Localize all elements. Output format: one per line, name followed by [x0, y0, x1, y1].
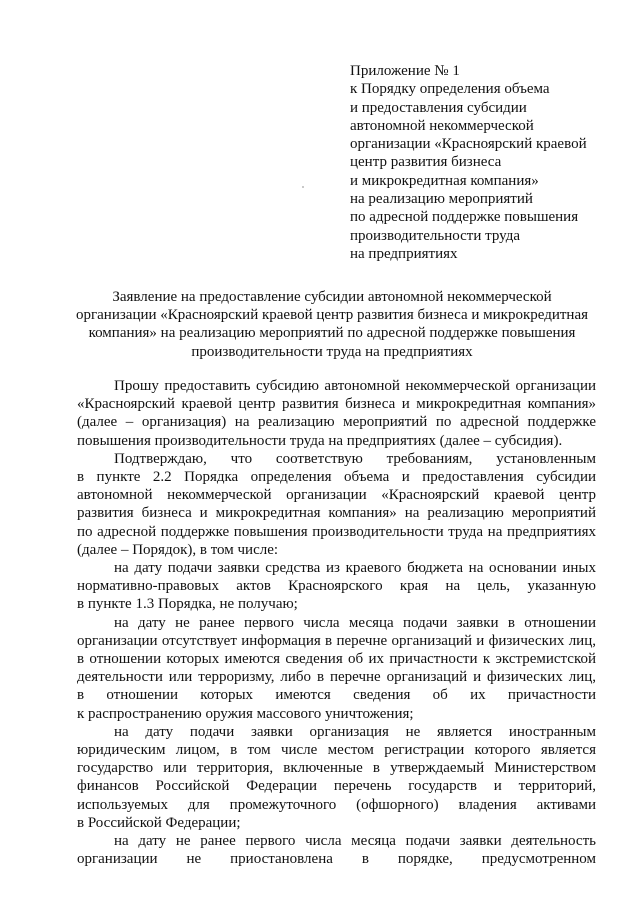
body-line: государство или территория, включенные в утверждаемый Министерством [77, 760, 596, 777]
body-line: юридическим лицом, в том числе местом регистрации которого является [77, 742, 596, 759]
body-line: Подтверждаю, что соответствую требованиям, установленным [114, 450, 596, 467]
body-line: нормативно-правовых актов Красноярского края на цель, указанную [77, 578, 596, 595]
document-title [72, 288, 592, 361]
appendix-line: и предоставления субсидии [350, 99, 527, 116]
body-line: «Красноярский краевой центр развития бизнеса и микрокредитная компания» [77, 396, 596, 413]
body-line: на дату подачи заявки организация не является иностранным [114, 723, 596, 740]
appendix-line: на предприятиях [350, 245, 458, 262]
appendix-line: на реализацию мероприятий [350, 191, 533, 208]
title-line: компания» на реализацию мероприятий по адресной поддержке повышения [88, 325, 576, 342]
appendix-line: центр развития бизнеса [350, 154, 502, 171]
document-body [77, 377, 596, 868]
appendix-line: Приложение № 1 [350, 63, 460, 79]
body-line: финансов Российской Федерации перечень государств и территорий, [77, 778, 596, 795]
body-line: Прошу предоставить субсидию автономной некоммерческой организации [114, 378, 596, 394]
body-line: (далее – организация) на реализацию мероприятий по адресной поддержке [77, 414, 596, 431]
body-line: по адресной поддержке повышения производительности труда на предприятиях [77, 523, 596, 540]
title-line: Заявление на предоставление субсидии автономной некоммерческой [112, 289, 552, 305]
body-line: организации не приостановлена в порядке, предусмотренном [77, 851, 596, 868]
title-line: организации «Красноярский краевой центр развития бизнеса и микрокредитная [76, 307, 588, 324]
body-line: в пункте 1.3 Порядка, не получаю; [77, 596, 298, 613]
body-line: в отношении которых имеются сведения об их причастности к экстремистской [77, 651, 596, 668]
body-line: используемых для промежуточного (офшорного) владения активами [77, 796, 596, 813]
body-line: на дату не ранее первого числа месяца подачи заявки в отношении [114, 614, 596, 631]
appendix-line: организации «Красноярский краевой [350, 136, 587, 153]
body-line: деятельности или терроризму, либо в перечне организаций и физических лиц, [77, 669, 596, 686]
body-line: в отношении которых имеются сведения об их причастности [77, 687, 596, 704]
body-line: на дату подачи заявки средства из краевого бюджета на основании иных [114, 560, 596, 577]
body-line: повышения производительности труда на предприятиях (далее – субсидия). [77, 432, 563, 449]
body-line: к распространению оружия массового уничтожения; [77, 705, 414, 722]
appendix-header [350, 62, 620, 263]
appendix-line: к Порядку определения объема [350, 81, 550, 98]
appendix-line: производительности труда [350, 227, 521, 244]
scan-speck [302, 186, 304, 188]
body-line: на дату не ранее первого числа месяца подачи заявки деятельность [114, 833, 596, 850]
appendix-line: по адресной поддержке повышения [350, 209, 579, 226]
appendix-line: автономной некоммерческой [350, 117, 534, 134]
title-line: производительности труда на предприятиях [191, 343, 473, 360]
appendix-line: и микрокредитная компания» [350, 172, 539, 189]
body-line: в Российской Федерации; [77, 814, 241, 831]
body-line: развития бизнеса и микрокредитная компания» на реализацию мероприятий [77, 505, 596, 522]
body-line: организации отсутствует информация в перечне организаций и физических лиц, [77, 632, 596, 649]
body-line: в пункте 2.2 Порядка определения объема и предоставления субсидии [77, 469, 596, 486]
body-line: (далее – Порядок), в том числе: [77, 541, 279, 558]
body-line: автономной некоммерческой организации «Красноярский краевой центр [77, 487, 596, 504]
